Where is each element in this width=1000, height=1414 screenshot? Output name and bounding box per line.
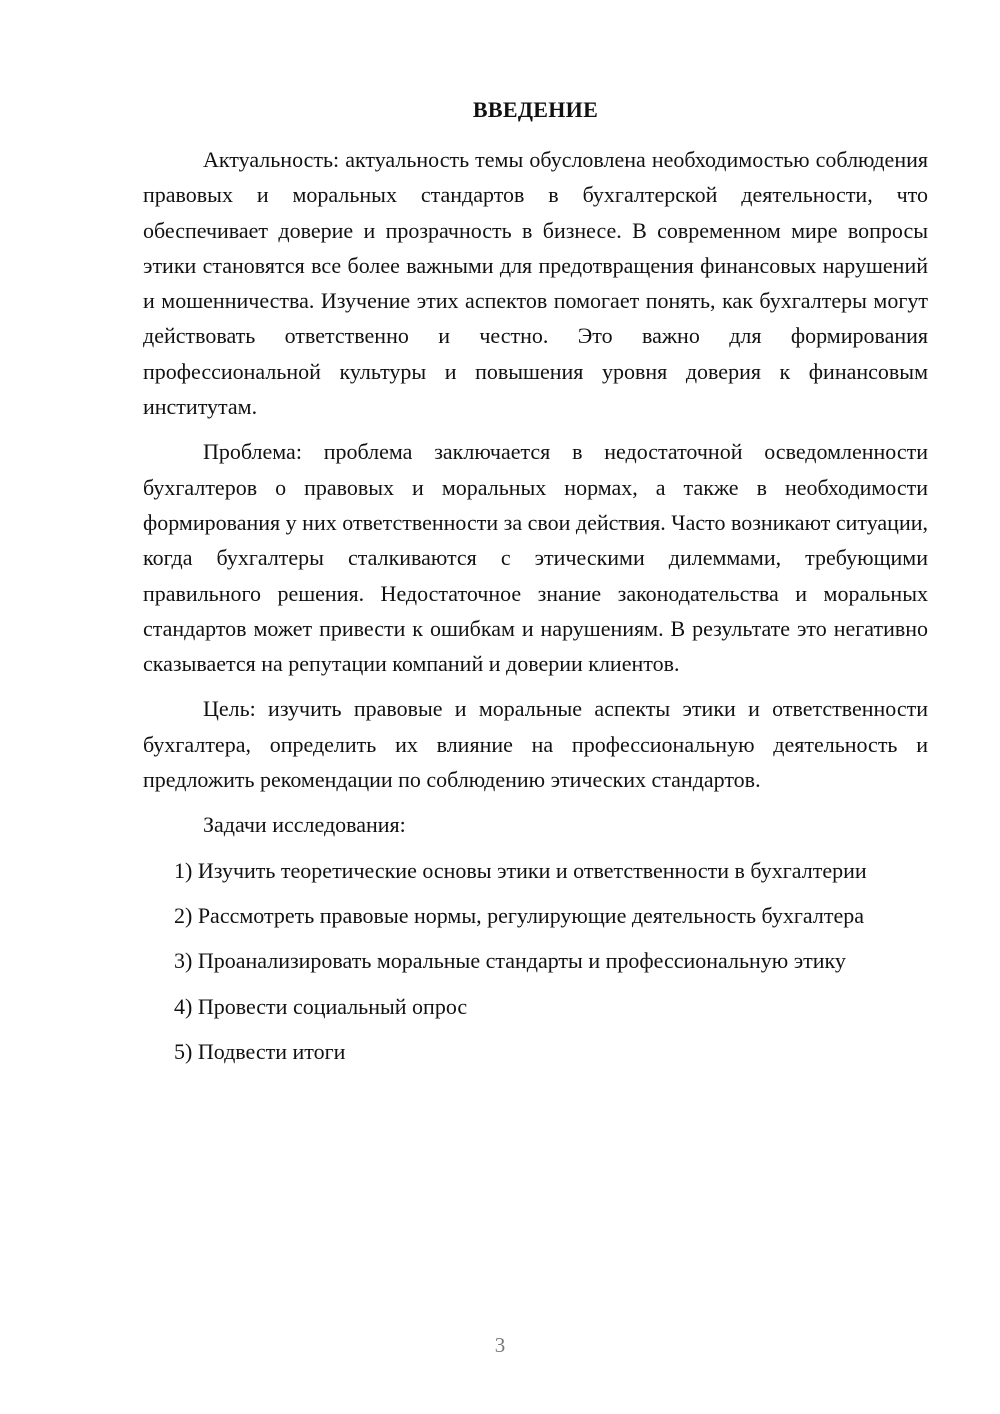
task-item: 2) Рассмотреть правовые нормы, регулирующие деятельность бухгалтера (174, 902, 864, 928)
relevance-paragraph: Актуальность: актуальность темы обусловлена необходимостью соблюдения правовых и моральных стандартов в бухгалтерской деятельности, что обеспечивает доверие и прозрачность в бизнесе. В современном мире вопросы этики становятся все более важными для предотвращения финансовых нарушений и мошенничества. Изучение этих аспектов помогает понять, как бухгалтеры могут действовать ответственно и честно. Это важно для формирования профессиональной культуры и повышения уровня доверия к финансовым институтам. (143, 147, 928, 420)
tasks-title: Задачи исследования: (203, 812, 406, 838)
task-item: 3) Проанализировать моральные стандарты и профессиональную этику (174, 948, 846, 974)
task-item: 4) Провести социальный опрос (174, 993, 468, 1019)
task-item: 1) Изучить теоретические основы этики и ответственности в бухгалтерии (174, 857, 867, 883)
problem-paragraph: Проблема: проблема заключается в недостаточной осведомленности бухгалтеров о правовых и моральных нормах, а также в необходимости формирования у них ответственности за свои действия. Часто возникают ситуации, когда бухгалтеры сталкиваются с этическими дилеммами, требующими правильного решения. Недостаточное знание законодательства и моральных стандартов может привести к ошибкам и нарушениям. В результате это негативно сказывается на репутации компаний и доверии клиентов. (143, 439, 928, 677)
section-heading: ВВЕДЕНИЕ (472, 97, 599, 122)
tasks-list (143, 853, 928, 1069)
page-number: 3 (494, 1333, 506, 1357)
task-item: 5) Подвести итоги (174, 1038, 346, 1064)
document-page (143, 95, 928, 1079)
goal-paragraph: Цель: изучить правовые и моральные аспекты этики и ответственности бухгалтера, определить их влияние на профессиональную деятельность и предложить рекомендации по соблюдению этических стандартов. (143, 696, 928, 793)
